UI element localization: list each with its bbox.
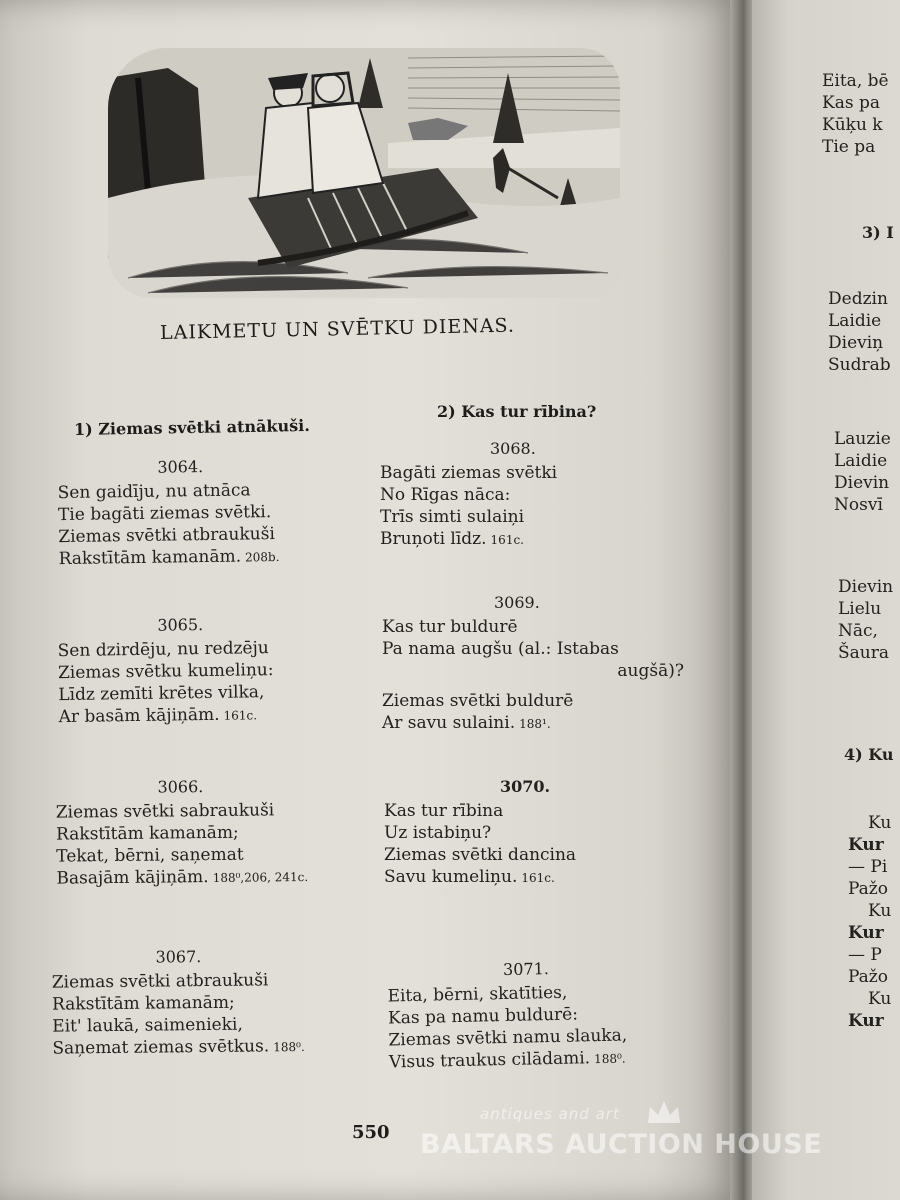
verse-number: 3071. xyxy=(502,959,550,980)
verse-line: Rakstītām kamanām; xyxy=(55,822,239,845)
verse-number: 3069. xyxy=(494,593,540,612)
next-page-line: Nāc, xyxy=(838,621,878,641)
next-page-line: Ku xyxy=(868,901,892,921)
verse-3070 xyxy=(384,776,704,889)
verse-number: 3070. xyxy=(500,777,551,796)
verse-3066 xyxy=(55,774,366,890)
next-page-line: Kur xyxy=(848,835,884,855)
right-page-partial xyxy=(752,0,900,1200)
verse-3068 xyxy=(380,438,700,551)
verse-line: Eita, bērni, skatīties, xyxy=(387,982,568,1007)
verse-line: Sen dzirdēju, nu redzēju xyxy=(57,638,269,662)
verse-line: Basajām kājiņām. xyxy=(56,867,209,889)
verse-line: augšā)? xyxy=(617,661,684,681)
next-page-line: Kas pa xyxy=(822,93,880,113)
verse-line: Savu kumeliņu. xyxy=(384,867,518,887)
verse-3069 xyxy=(382,592,702,735)
verse-line: Trīs simti sulaiņi xyxy=(380,507,525,527)
next-page-line: Ku xyxy=(868,813,892,833)
next-page-group-a xyxy=(828,288,891,376)
verse-line: Bruņoti līdz. xyxy=(380,529,487,549)
verse-reference: 188⁰. xyxy=(273,1039,305,1055)
verse-number: 3064. xyxy=(157,457,204,477)
page-number: 550 xyxy=(352,1122,390,1143)
verse-line: No Rīgas nāca: xyxy=(380,485,511,505)
next-page-line: — Pi xyxy=(848,857,888,877)
next-page-line: Sudrab xyxy=(828,355,891,375)
verse-line: Ziemas svētki buldurē xyxy=(382,691,574,711)
section-title: LAIKMETU UN SVĒTKU DIENAS. xyxy=(159,314,516,344)
verse-reference: 188¹. xyxy=(519,717,551,731)
verse-line: Ziemas svētki dancina xyxy=(384,845,577,865)
verse-3071 xyxy=(387,955,719,1075)
next-page-line: Pažo xyxy=(848,967,889,987)
auction-house-watermark xyxy=(420,1105,840,1165)
verse-line: Uz istabiņu? xyxy=(384,823,492,843)
next-page-line: — P xyxy=(848,945,882,965)
verse-number: 3066. xyxy=(157,777,204,797)
watermark-tagline: antiques and art xyxy=(480,1105,620,1123)
verse-line: Ar savu sulaini. xyxy=(382,713,516,733)
verse-line: Pa nama augšu (al.: Istabas xyxy=(382,639,619,659)
verse-line: Ziemas svētku kumeliņu: xyxy=(57,660,274,684)
next-page-group-d xyxy=(848,812,891,1032)
verse-line: Sen gaidīju, nu atnāca xyxy=(57,480,251,504)
left-column-heading: 1) Ziemas svētki atnākuši. xyxy=(73,415,310,440)
verse-number: 3067. xyxy=(155,947,202,967)
next-page-line: Tie pa xyxy=(822,137,876,157)
verse-line: Saņemat ziemas svētkus. xyxy=(52,1036,270,1059)
right-column-heading: 2) Kas tur rībina? xyxy=(437,402,597,421)
verse-reference: 161c. xyxy=(490,533,524,547)
next-page-line: Dievin xyxy=(834,473,890,493)
next-page-line: Ku xyxy=(868,989,892,1009)
verse-line: Eit' laukā, saimenieki, xyxy=(52,1014,243,1037)
next-page-heading-4: 4) Ku xyxy=(844,745,894,764)
crown-icon xyxy=(644,1097,684,1127)
verse-line: Kas tur buldurē xyxy=(382,617,518,637)
verse-line: Tie bagāti ziemas svētki. xyxy=(57,502,272,526)
verse-reference: 188⁰,206, 241c. xyxy=(212,869,309,885)
verse-reference: 161c. xyxy=(223,708,258,723)
verse-3067 xyxy=(51,944,362,1060)
verse-reference: 208b. xyxy=(244,550,280,565)
woodcut-sled-scene-icon xyxy=(108,48,620,298)
verse-line: Rakstītām kamanām; xyxy=(51,992,235,1015)
next-page-line: Kūķu k xyxy=(822,115,883,135)
verse-3064 xyxy=(57,454,359,571)
verse-line: Kas tur rībina xyxy=(384,801,504,821)
next-page-line: Eita, bē xyxy=(822,71,889,91)
next-page-line: Laidie xyxy=(834,451,888,471)
next-page-line: Dedzin xyxy=(828,289,888,309)
verse-line: Ziemas svētki atbraukuši xyxy=(58,524,275,548)
next-page-line: Kur xyxy=(848,923,884,943)
verse-3065 xyxy=(57,612,359,729)
verse-line: Ziemas svētki atbraukuši xyxy=(51,970,269,993)
next-page-line: Nosvī xyxy=(834,495,883,515)
verse-line: Visus traukus cilādami. xyxy=(388,1048,591,1073)
verse-line: Tekat, bērni, saņemat xyxy=(56,844,244,867)
woodcut-illustration-sled xyxy=(108,48,620,298)
verse-number: 3065. xyxy=(157,615,204,635)
verse-reference: 188⁰. xyxy=(593,1051,626,1067)
next-page-line: Lielu xyxy=(838,599,882,619)
next-page-group-b xyxy=(834,428,891,516)
verse-line: Ar basām kājiņām. xyxy=(58,704,220,728)
verse-number: 3068. xyxy=(490,439,536,458)
next-page-heading-3: 3) I xyxy=(862,223,894,242)
verse-line: Ziemas svētki sabraukuši xyxy=(55,800,275,823)
verse-line: Līdz zemīti krētes vilka, xyxy=(58,682,265,706)
next-page-top-text xyxy=(822,70,889,158)
next-page-line: Dievin xyxy=(838,577,894,597)
verse-line: Ziemas svētki namu slauka, xyxy=(388,1025,628,1051)
verse-line: Kas pa namu buldurē: xyxy=(387,1004,579,1029)
next-page-line: Pažo xyxy=(848,879,889,899)
next-page-line: Laidie xyxy=(828,311,882,331)
next-page-line: Dieviņ xyxy=(828,333,884,353)
next-page-group-c xyxy=(838,576,893,664)
next-page-line: Lauzie xyxy=(834,429,891,449)
verse-reference: 161c. xyxy=(521,871,555,885)
next-page-line: Šaura xyxy=(838,643,889,663)
verse-line: Bagāti ziemas svētki xyxy=(380,463,558,483)
next-page-line: Kur xyxy=(848,1011,884,1031)
verse-line: Rakstītām kamanām. xyxy=(58,546,242,570)
verse-spacer xyxy=(382,682,702,690)
watermark-brand: BALTARS AUCTION HOUSE xyxy=(420,1129,823,1160)
